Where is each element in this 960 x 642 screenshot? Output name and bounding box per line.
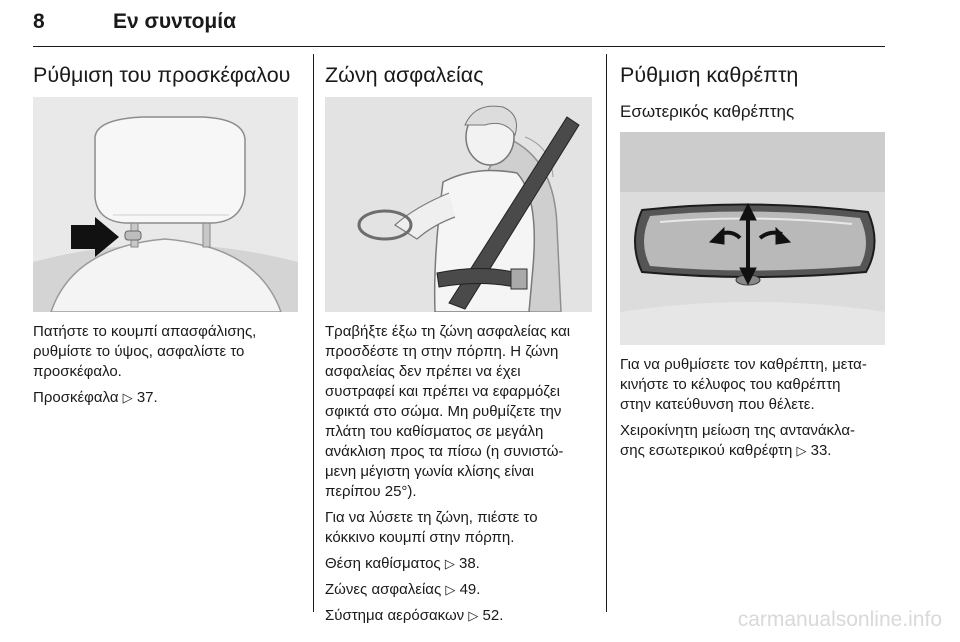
text-line: Πατήστε το κουμπί απασφάλισης, <box>33 323 257 340</box>
reference-page: 37. <box>136 389 158 406</box>
headrest-instructions <box>33 322 303 382</box>
mirror-paragraph-2 <box>620 421 895 461</box>
headrest-heading: Ρύθμιση του προσκέφαλου <box>33 63 291 87</box>
text-line: προσκέφαλο. <box>33 363 122 380</box>
reference-label: Προσκέφαλα <box>33 389 119 406</box>
seatbelt-paragraph-1 <box>325 322 597 502</box>
page-reference-icon: ▷ <box>445 582 456 597</box>
text-line: Για να ρυθμίσετε τον καθρέπτη, μετα- <box>620 356 867 373</box>
page-reference-icon: ▷ <box>122 390 133 405</box>
page-number: 8 <box>33 10 45 33</box>
mirror-heading: Ρύθμιση καθρέπτη <box>620 63 799 87</box>
headrest-illustration <box>33 97 298 312</box>
column-mirror <box>620 50 890 124</box>
column-seatbelt <box>325 50 595 90</box>
reference-label: Θέση καθίσματος <box>325 555 441 572</box>
text-line: κόκκινο κουμπί στην πόρπη. <box>325 529 515 546</box>
reference-label: Σύστημα αερόσακων <box>325 607 465 624</box>
text-line: σφικτά στο σώμα. Μη ρυθμίζετε την <box>325 403 562 420</box>
reference-page: 33. <box>810 442 832 459</box>
column-headrest <box>33 50 301 90</box>
column-divider-2 <box>606 54 607 612</box>
text-line: Για να λύσετε τη ζώνη, πιέστε το <box>325 509 538 526</box>
text-line: πλάτη του καθίσματος σε μεγάλη <box>325 423 544 440</box>
text-line: κινήστε το κέλυφος του καθρέπτη <box>620 376 841 393</box>
cross-reference[interactable] <box>325 606 597 626</box>
text-line: Τραβήξτε έξω τη ζώνη ασφαλείας και <box>325 323 571 340</box>
mirror-subheading: Εσωτερικός καθρέπτης <box>620 102 795 121</box>
text-line: στην κατεύθυνση που θέλετε. <box>620 396 815 413</box>
text-line: ασφαλείας δεν πρέπει να έχει <box>325 363 521 380</box>
text-line: περίπου 25°). <box>325 483 417 500</box>
page-reference-icon: ▷ <box>444 556 455 571</box>
mirror-text <box>620 355 895 461</box>
seatbelt-illustration <box>325 97 592 312</box>
watermark: carmanualsonline.info <box>737 608 942 631</box>
cross-reference[interactable] <box>33 388 303 408</box>
reference-page: 52. <box>482 607 504 624</box>
reference-page: 49. <box>459 581 481 598</box>
text-line: ανάκλιση προς τα πίσω (η συνιστώ- <box>325 443 564 460</box>
reference-label: σης εσωτερικού καθρέφτη <box>620 442 793 459</box>
text-line: ρυθμίστε το ύψος, ασφαλίστε το <box>33 343 245 360</box>
column-divider-1 <box>313 54 314 612</box>
text-line: Χειροκίνητη μείωση της αντανάκλα- <box>620 422 855 439</box>
text-line: συστραφεί και πρέπει να εφαρμόζει <box>325 383 560 400</box>
cross-reference[interactable] <box>325 580 597 600</box>
page-reference-icon: ▷ <box>796 443 807 458</box>
headrest-text <box>33 322 303 408</box>
seatbelt-heading: Ζώνη ασφαλείας <box>325 63 484 87</box>
text-line: προσδέστε τη στην πόρπη. Η ζώνη <box>325 343 559 360</box>
reference-label: Ζώνες ασφαλείας <box>325 581 442 598</box>
chapter-title: Εν συντομία <box>113 10 236 33</box>
mirror-paragraph-1 <box>620 355 895 415</box>
page-reference-icon: ▷ <box>468 608 479 623</box>
mirror-illustration <box>620 132 885 345</box>
cross-reference[interactable] <box>620 441 895 461</box>
reference-page: 38. <box>459 555 480 572</box>
cross-reference[interactable] <box>325 554 597 574</box>
text-line: μενη μέγιστη γωνία κλίσης είναι <box>325 463 534 480</box>
seatbelt-paragraph-2 <box>325 508 597 548</box>
header-rule <box>33 46 885 47</box>
seatbelt-text <box>325 322 597 626</box>
